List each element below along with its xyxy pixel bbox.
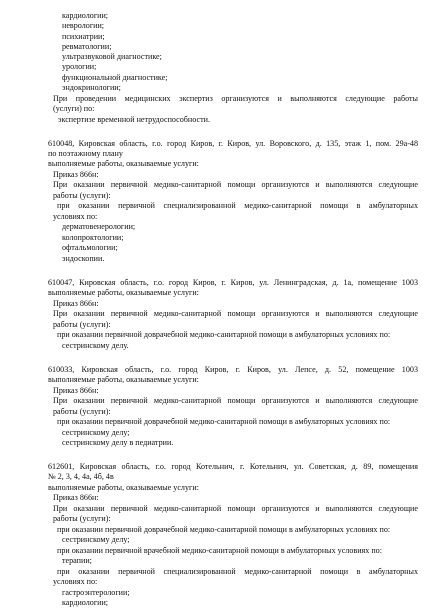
address-line: 610047, Кировская область, г.о. город Киров, г. Киров, ул. Ленинградская, д. 1а, помещение 1003 xyxy=(48,278,418,287)
paragraph-line: работы (услуги): xyxy=(53,514,111,523)
list-item: кардиологии; xyxy=(62,11,109,20)
list-item: терапии; xyxy=(62,556,92,565)
order-label: Приказ 866н: xyxy=(53,170,99,179)
section-label: выполняемые работы, оказываемые услуги: xyxy=(48,288,199,297)
address-line: № 2, 3, 4, 4а, 4б, 4в xyxy=(48,472,114,481)
paragraph-line: работы (услуги): xyxy=(53,407,111,416)
address-line: 610048, Кировская область, г.о. город Киров, г. Киров, ул. Воровского, д. 135, этаж 1, пом. 29а-48 xyxy=(48,139,418,148)
order-label: Приказ 866н: xyxy=(53,386,99,395)
list-item: функциональной диагностике; xyxy=(62,73,168,82)
paragraph-line: работы (услуги): xyxy=(53,191,111,200)
list-item: сестринскому делу; xyxy=(62,535,130,544)
section-label: выполняемые работы, оказываемые услуги: xyxy=(48,375,199,384)
list-item: экспертизе временной нетрудоспособности. xyxy=(58,115,210,124)
list-item: кардиологии; xyxy=(62,598,109,607)
paragraph-line: При оказании первичной медико-санитарной помощи организуются и выполняются следующие xyxy=(53,504,418,513)
list-item: ревматологии; xyxy=(62,42,112,51)
list-item: урологии; xyxy=(62,62,97,71)
paragraph-line: при оказании первичной доврачебной медико-санитарной помощи в амбулаторных условиях по: xyxy=(57,417,391,426)
paragraph-line: при оказании первичной врачебной медико-санитарной помощи в амбулаторных условиях по: xyxy=(57,546,382,555)
section-label: выполняемые работы, оказываемые услуги: xyxy=(48,159,199,168)
address-line: по поэтажному плану xyxy=(48,149,123,158)
paragraph-line: При оказании первичной медико-санитарной помощи организуются и выполняются следующие xyxy=(53,396,418,405)
list-item: гастроэнтерологии; xyxy=(62,588,130,597)
paragraph-line: при оказании первичной специализированной медико-санитарной помощи в амбулаторных xyxy=(57,567,418,576)
address-line: 612601, Кировская область, г.о. город Котельнич, г. Котельнич, ул. Советская, д. 89, помещения xyxy=(48,462,418,471)
list-item: неврологии; xyxy=(62,21,105,30)
list-item: сестринскому делу; xyxy=(62,428,130,437)
list-item: ультразвуковой диагностике; xyxy=(62,52,162,61)
order-label: Приказ 866н: xyxy=(53,493,99,502)
paragraph-line: условиях по: xyxy=(53,212,98,221)
list-item: колопроктологии; xyxy=(62,233,124,242)
section-label: выполняемые работы, оказываемые услуги: xyxy=(48,483,199,492)
order-label: Приказ 866н: xyxy=(53,299,99,308)
paragraph-line: (услуги) по: xyxy=(53,104,95,113)
paragraph-line: При оказании первичной медико-санитарной помощи организуются и выполняются следующие xyxy=(53,309,418,318)
list-item: эндоскопии. xyxy=(62,254,105,263)
list-item: дерматовенерологии; xyxy=(62,222,136,231)
paragraph-line: при оказании первичной специализированной медико-санитарной помощи в амбулаторных xyxy=(57,201,418,210)
paragraph-line: При проведении медицинских экспертиз организуются и выполняются следующие работы xyxy=(53,94,418,103)
list-item: офтальмологии; xyxy=(62,243,118,252)
list-item: сестринскому делу. xyxy=(62,341,129,350)
list-item: психиатрии; xyxy=(62,32,105,41)
paragraph-line: работы (услуги): xyxy=(53,320,111,329)
list-item: сестринскому делу в педиатрии. xyxy=(62,438,174,447)
address-line: 610033, Кировская область, г.о. город Киров, г. Киров, ул. Лепсе, д. 52, помещение 1003 xyxy=(48,365,418,374)
paragraph-line: при оказании первичной доврачебной медико-санитарной помощи в амбулаторных условиях по: xyxy=(57,330,391,339)
list-item: эндокринологии; xyxy=(62,83,121,92)
paragraph-line: При оказании первичной медико-санитарной помощи организуются и выполняются следующие xyxy=(53,180,418,189)
paragraph-line: условиях по: xyxy=(53,577,98,586)
paragraph-line: при оказании первичной доврачебной медико-санитарной помощи в амбулаторных условиях по: xyxy=(57,525,391,534)
